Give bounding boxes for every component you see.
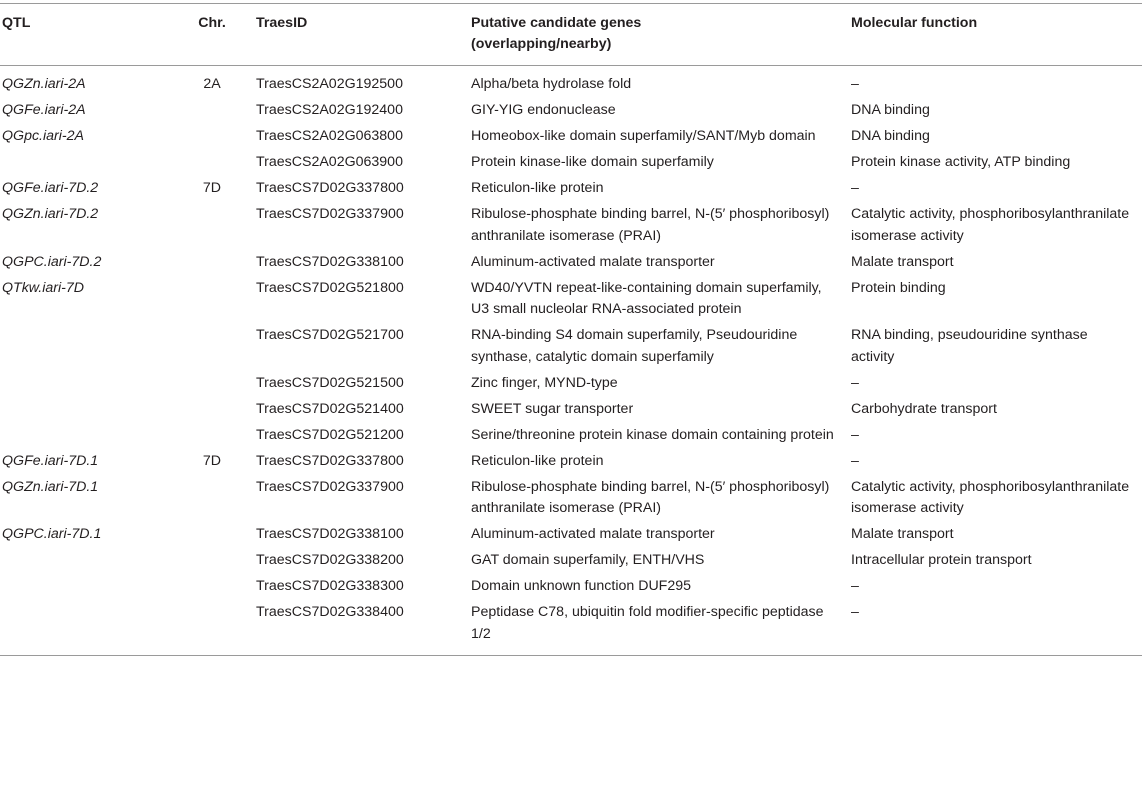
table-row <box>0 276 1142 324</box>
cell-candidate-gene: GIY-YIG endonuclease <box>471 102 616 118</box>
table-row <box>0 475 1142 523</box>
table-row <box>0 574 1142 600</box>
cell-traes-id: TraesCS7D02G338200 <box>256 552 404 568</box>
header-genes-line2: (overlapping/nearby) <box>471 36 612 52</box>
cell-chr <box>168 574 256 600</box>
cell-traes-id: TraesCS2A02G192400 <box>256 102 403 118</box>
cell-candidate-gene: Peptidase C78, ubiquitin fold modifier-specific peptidase 1/2 <box>471 600 851 656</box>
table-row <box>0 548 1142 574</box>
cell-traes-id: TraesCS7D02G338100 <box>256 253 404 270</box>
cell-qtl <box>0 371 168 397</box>
cell-chr <box>168 548 256 574</box>
table-row <box>0 124 1142 150</box>
cell-molecular-function: – <box>851 374 859 391</box>
cell-qtl: QGFe.iari-7D.2 <box>2 180 99 196</box>
cell-chr <box>168 124 256 150</box>
cell-chr <box>168 276 256 324</box>
cell-chr: 7D <box>202 452 222 469</box>
cell-chr: 2A <box>203 76 221 92</box>
table-row <box>0 423 1142 449</box>
cell-molecular-function: – <box>851 452 859 469</box>
cell-traes-id: TraesCS7D02G338300 <box>256 578 404 594</box>
header-traes-id: TraesID <box>256 4 471 66</box>
table-row <box>0 449 1142 475</box>
cell-traes-id: TraesCS7D02G521400 <box>256 400 404 417</box>
cell-qtl: QGFe.iari-7D.1 <box>2 452 99 469</box>
cell-chr <box>168 150 256 176</box>
cell-molecular-function: – <box>851 76 859 92</box>
cell-chr <box>168 423 256 449</box>
cell-qtl <box>0 574 168 600</box>
cell-molecular-function: Protein kinase activity, ATP binding <box>851 154 1071 170</box>
cell-candidate-gene: Reticulon-like protein <box>471 180 604 196</box>
cell-chr <box>168 522 256 548</box>
header-chr: Chr. <box>168 4 256 66</box>
header-genes-line1: Putative candidate genes <box>471 15 642 31</box>
cell-traes-id: TraesCS7D02G337900 <box>256 206 404 222</box>
cell-candidate-gene: Zinc finger, MYND-type <box>471 374 618 391</box>
cell-molecular-function: Catalytic activity, phosphoribosylanthranilate isomerase activity <box>851 206 1130 244</box>
table-row <box>0 66 1142 99</box>
header-molecular-function: Molecular function <box>851 4 1142 66</box>
header-qtl: QTL <box>0 4 168 66</box>
cell-candidate-gene: Reticulon-like protein <box>471 452 604 469</box>
cell-chr <box>168 475 256 523</box>
header-row <box>0 4 1142 66</box>
cell-molecular-function: – <box>851 180 859 196</box>
table-row <box>0 522 1142 548</box>
cell-qtl: QGZn.iari-7D.1 <box>2 478 99 495</box>
cell-molecular-function: Protein binding <box>851 279 946 296</box>
cell-candidate-gene: Ribulose-phosphate binding barrel, N-(5′ phosphoribosyl) anthranilate isomerase (PRAI) <box>471 206 830 244</box>
cell-chr: 7D <box>202 180 222 196</box>
cell-qtl <box>0 323 168 371</box>
cell-traes-id: TraesCS7D02G521800 <box>256 279 404 296</box>
cell-molecular-function: Intracellular protein transport <box>851 552 1032 568</box>
cell-molecular-function: Malate transport <box>851 526 954 542</box>
cell-traes-id: TraesCS7D02G337800 <box>256 452 404 469</box>
cell-traes-id: TraesCS2A02G063800 <box>256 128 403 144</box>
cell-molecular-function: – <box>851 426 859 443</box>
data-table <box>0 3 1142 656</box>
table-row <box>0 250 1142 276</box>
cell-qtl: QGpc.iari-2A <box>2 128 84 144</box>
table-row <box>0 98 1142 124</box>
cell-candidate-gene: Ribulose-phosphate binding barrel, N-(5′ phosphoribosyl) anthranilate isomerase (PRAI) <box>471 478 830 516</box>
cell-chr <box>168 98 256 124</box>
table-row <box>0 202 1142 250</box>
cell-qtl <box>0 150 168 176</box>
table-header <box>0 4 1142 66</box>
cell-traes-id: TraesCS7D02G521500 <box>256 374 404 391</box>
table-row <box>0 323 1142 371</box>
cell-candidate-gene: GAT domain superfamily, ENTH/VHS <box>471 552 705 568</box>
cell-molecular-function: DNA binding <box>851 102 930 118</box>
cell-molecular-function: DNA binding <box>851 128 930 144</box>
cell-candidate-gene: Serine/threonine protein kinase domain containing protein <box>471 426 834 443</box>
cell-qtl: QGFe.iari-2A <box>2 102 86 118</box>
cell-molecular-function: Carbohydrate transport <box>851 400 997 417</box>
cell-traes-id: TraesCS2A02G063900 <box>256 154 403 170</box>
cell-traes-id: TraesCS7D02G521200 <box>256 426 404 443</box>
cell-molecular-function: – <box>851 578 859 594</box>
table-row <box>0 371 1142 397</box>
cell-molecular-function: Malate transport <box>851 253 954 270</box>
cell-qtl: QGZn.iari-7D.2 <box>2 206 99 222</box>
cell-qtl: QGPC.iari-7D.1 <box>2 526 102 542</box>
cell-chr <box>168 323 256 371</box>
cell-molecular-function: – <box>851 600 1142 656</box>
cell-molecular-function: RNA binding, pseudouridine synthase activity <box>851 327 1088 365</box>
cell-qtl: QGPC.iari-7D.2 <box>2 253 102 270</box>
cell-chr <box>168 202 256 250</box>
cell-traes-id: TraesCS7D02G337800 <box>256 180 404 196</box>
cell-molecular-function: Catalytic activity, phosphoribosylanthranilate isomerase activity <box>851 478 1130 516</box>
cell-candidate-gene: WD40/YVTN repeat-like-containing domain superfamily, U3 small nucleolar RNA-associated protein <box>471 279 822 317</box>
cell-qtl <box>0 423 168 449</box>
cell-chr <box>168 371 256 397</box>
cell-candidate-gene: SWEET sugar transporter <box>471 400 634 417</box>
table-body <box>0 66 1142 656</box>
cell-chr <box>168 397 256 423</box>
cell-candidate-gene: Protein kinase-like domain superfamily <box>471 154 714 170</box>
header-candidate-genes <box>471 4 851 66</box>
cell-candidate-gene: Aluminum-activated malate transporter <box>471 526 715 542</box>
table-row <box>0 600 1142 656</box>
cell-chr <box>168 600 256 656</box>
cell-candidate-gene: Homeobox-like domain superfamily/SANT/Myb domain <box>471 128 816 144</box>
cell-traes-id: TraesCS7D02G521700 <box>256 327 404 343</box>
cell-candidate-gene: Domain unknown function DUF295 <box>471 578 692 594</box>
cell-qtl <box>0 397 168 423</box>
cell-traes-id: TraesCS7D02G338100 <box>256 526 404 542</box>
table-row <box>0 397 1142 423</box>
cell-candidate-gene: Aluminum-activated malate transporter <box>471 253 715 270</box>
cell-traes-id: TraesCS7D02G338400 <box>256 600 471 656</box>
table-row <box>0 176 1142 202</box>
cell-qtl: QTkw.iari-7D <box>2 279 84 296</box>
cell-candidate-gene: Alpha/beta hydrolase fold <box>471 76 632 92</box>
cell-traes-id: TraesCS7D02G337900 <box>256 478 404 495</box>
cell-chr <box>168 250 256 276</box>
cell-candidate-gene: RNA-binding S4 domain superfamily, Pseudouridine synthase, catalytic domain superfamily <box>471 327 798 365</box>
table-row <box>0 150 1142 176</box>
cell-qtl <box>0 548 168 574</box>
cell-traes-id: TraesCS2A02G192500 <box>256 76 403 92</box>
cell-qtl: QGZn.iari-2A <box>2 76 86 92</box>
cell-qtl <box>0 600 168 656</box>
